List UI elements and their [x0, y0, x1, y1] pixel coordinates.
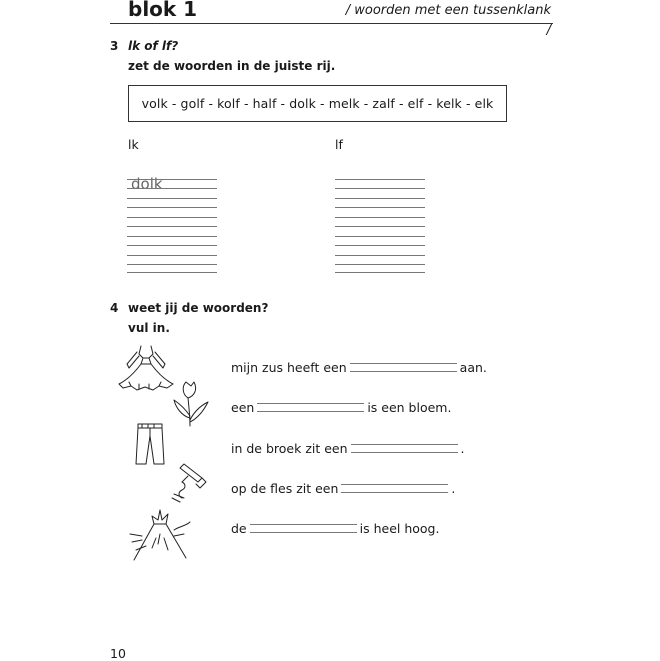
sentence-4-before: op de fles zit een	[231, 481, 339, 496]
word-box	[128, 85, 507, 122]
page-number: 10	[110, 646, 126, 661]
trousers-icon	[134, 422, 166, 466]
answer-blank[interactable]	[341, 484, 448, 493]
exercise-3-title: lk of lf?	[128, 39, 179, 53]
sentence-2	[231, 400, 451, 416]
sentence-2-before: een	[231, 400, 255, 415]
sentence-2-after: is een bloem.	[367, 400, 452, 415]
sentence-4-after: .	[451, 481, 456, 496]
sentence-5	[231, 521, 439, 537]
sentence-1-after: aan.	[459, 360, 487, 375]
exercise-4-title: weet jij de woorden?	[128, 301, 269, 315]
example-answer: dolk	[131, 175, 163, 193]
answer-blank[interactable]	[250, 524, 357, 533]
exercise-4-instruction: vul in.	[128, 321, 170, 335]
dress-icon	[115, 342, 177, 392]
word-list: volk - golf - kolf - half - dolk - melk - zalf - elf - kelk - elk	[141, 96, 494, 111]
sentence-1	[231, 360, 487, 376]
exercise-4-number: 4	[110, 301, 119, 315]
sentence-3-before: in de broek zit een	[231, 441, 348, 456]
exercise-3-number: 3	[110, 39, 119, 53]
sentence-5-after: is heel hoog.	[359, 521, 440, 536]
column-label-lk: lk	[128, 137, 139, 152]
tulip-icon	[172, 378, 214, 428]
page-title: blok 1	[128, 0, 198, 21]
column-label-lf: lf	[335, 137, 343, 152]
volcano-icon	[128, 508, 194, 564]
sentence-1-before: mijn zus heeft een	[231, 360, 347, 375]
header-divider	[110, 23, 553, 24]
answer-blank[interactable]	[350, 363, 457, 372]
sentence-5-before: de	[231, 521, 247, 536]
answer-blank[interactable]	[257, 403, 364, 412]
exercise-3-instruction: zet de woorden in de juiste rij.	[128, 59, 336, 73]
sentence-3	[231, 441, 465, 457]
answer-blank[interactable]	[351, 444, 458, 453]
sentence-4	[231, 481, 455, 497]
corkscrew-icon	[168, 462, 212, 504]
page-subtitle: / woorden met een tussenklank /	[345, 3, 551, 38]
sentence-3-after: .	[460, 441, 465, 456]
